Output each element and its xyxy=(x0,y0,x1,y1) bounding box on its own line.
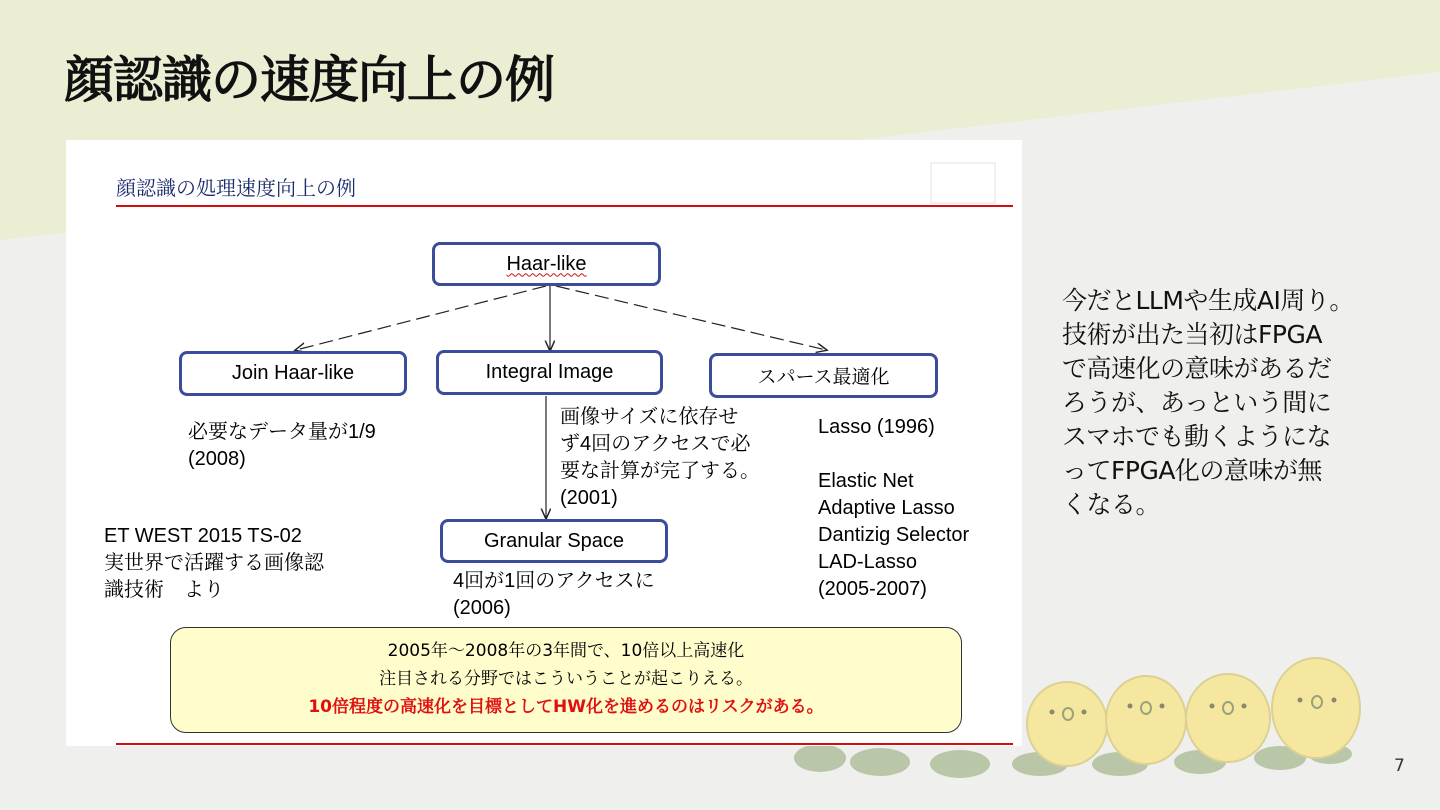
figure-title: 顔認識の処理速度向上の例 xyxy=(116,176,356,200)
note-join: 必要なデータ量が1/9 (2008) xyxy=(188,421,376,470)
node-integral-image: Integral Image xyxy=(436,350,663,395)
node-granular-space: Granular Space xyxy=(440,519,668,563)
node-sparse-optimization: スパース最適化 xyxy=(709,353,938,398)
node-join-haar-like: Join Haar-like xyxy=(179,351,407,396)
callout-line-2: 注目される分野ではこういうことが起こりえる。 xyxy=(379,669,753,689)
side-note: 今だとLLMや生成AI周り。 技術が出た当初はFPGA で高速化の意味があるだ ろうが、あっという間に スマホでも動くようにな ってFPGA化の意味が無 くなる。 xyxy=(1062,286,1354,519)
node-haar-like: Haar-like xyxy=(432,242,661,286)
figure-panel xyxy=(66,140,1022,746)
chick-bodies xyxy=(1027,658,1360,766)
slide-title: 顔認識の速度向上の例 xyxy=(64,51,554,109)
page-number: 7 xyxy=(1394,756,1405,776)
callout-line-1: 2005年～2008年の3年間で、10倍以上高速化 xyxy=(387,641,745,661)
callout-line-3: 10倍程度の高速化を目標としてHW化を進めるのはリスクがある。 xyxy=(308,697,824,717)
callout-box xyxy=(170,627,962,733)
note-sparse: Lasso (1996) Elastic Net Adaptive Lasso Dantizig Selector LAD-Lasso (2005-2007) xyxy=(818,416,970,600)
note-integral: 画像サイズに依存せ ず4回のアクセスで必 要な計算が完了する。 (2001) xyxy=(560,406,760,509)
note-granular: 4回が1回のアクセスに (2006) xyxy=(453,570,655,619)
note-source: ET WEST 2015 TS-02 実世界で活躍する画像認 識技術 より xyxy=(104,525,324,601)
